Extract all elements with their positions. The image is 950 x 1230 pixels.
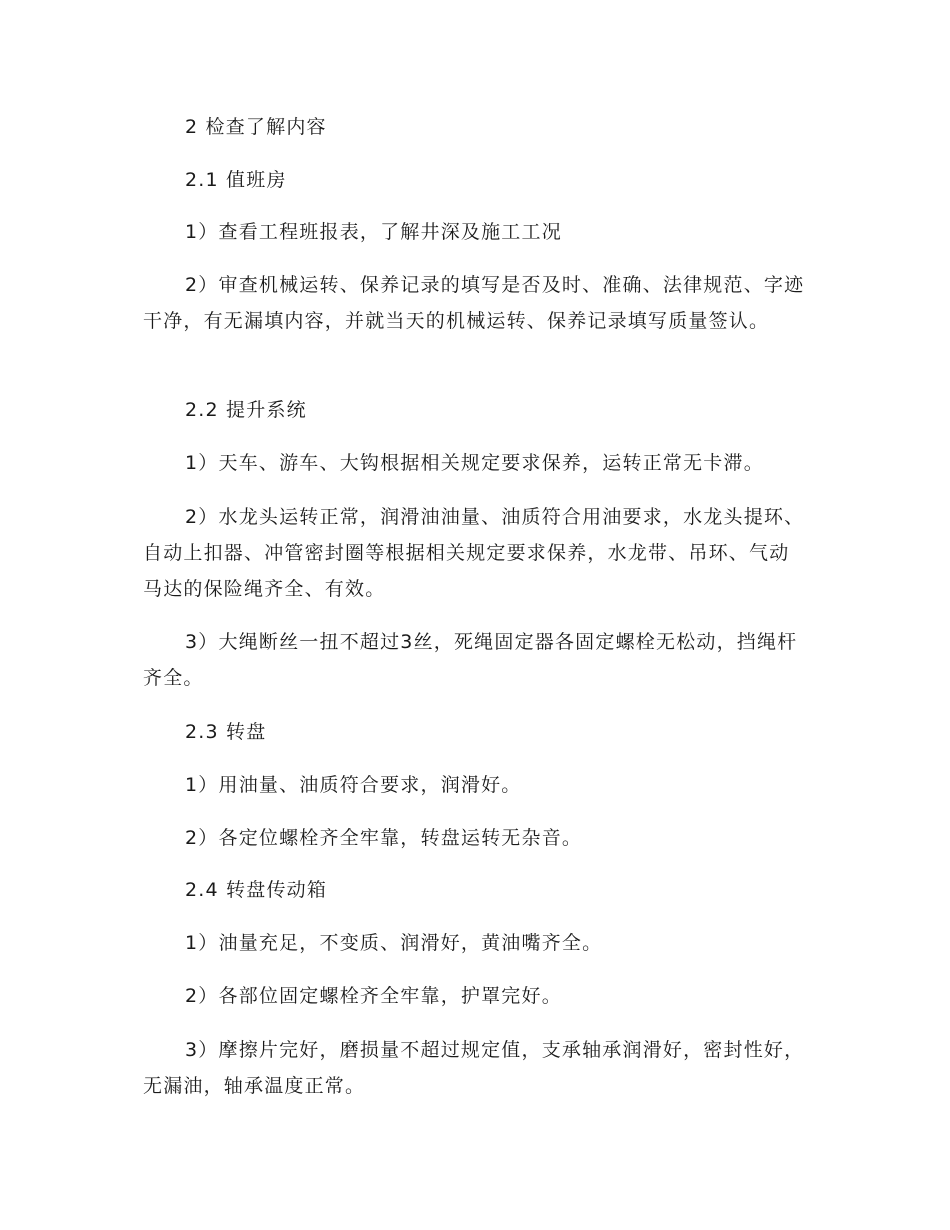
- paragraph: 2）各部位固定螺栓齐全牢靠，护罩完好。: [185, 985, 562, 1007]
- paragraph: 2）审查机械运转、保养记录的填写是否及时、准确、法律规范、字迹干净，有无漏填内容，并就当天的机械运转、保养记录填写质量签认。: [143, 274, 805, 332]
- paragraph: 1）油量充足，不变质、润滑好，黄油嘴齐全。: [185, 932, 603, 954]
- paragraph: 2）水龙头运转正常，润滑油油量、油质符合用油要求，水龙头提环、自动上扣器、冲管密封圈等根据相关规定要求保养，水龙带、吊环、气动马达的保险绳齐全、有效。: [143, 506, 805, 600]
- paragraph: 1）天车、游车、大钩根据相关规定要求保养，运转正常无卡滞。: [185, 452, 764, 474]
- paragraph: 3）大绳断丝一扭不超过3丝，死绳固定器各固定螺栓无松动，挡绳杆齐全。: [143, 631, 798, 689]
- paragraph: 1）用油量、油质符合要求，润滑好。: [185, 774, 522, 796]
- paragraph: 3）摩擦片完好，磨损量不超过规定值，支承轴承润滑好，密封性好，无漏油，轴承温度正常。: [143, 1039, 805, 1097]
- subsection-heading: 2.2 提升系统: [185, 399, 307, 421]
- subsection-heading: 2.4 转盘传动箱: [185, 879, 328, 901]
- paragraph: 1）查看工程班报表，了解井深及施工工况: [185, 221, 562, 243]
- section-heading: 2 检查了解内容: [185, 116, 327, 138]
- subsection-heading: 2.1 值班房: [185, 169, 287, 191]
- subsection-heading: 2.3 转盘: [185, 721, 267, 743]
- paragraph: 2）各定位螺栓齐全牢靠，转盘运转无杂音。: [185, 827, 583, 849]
